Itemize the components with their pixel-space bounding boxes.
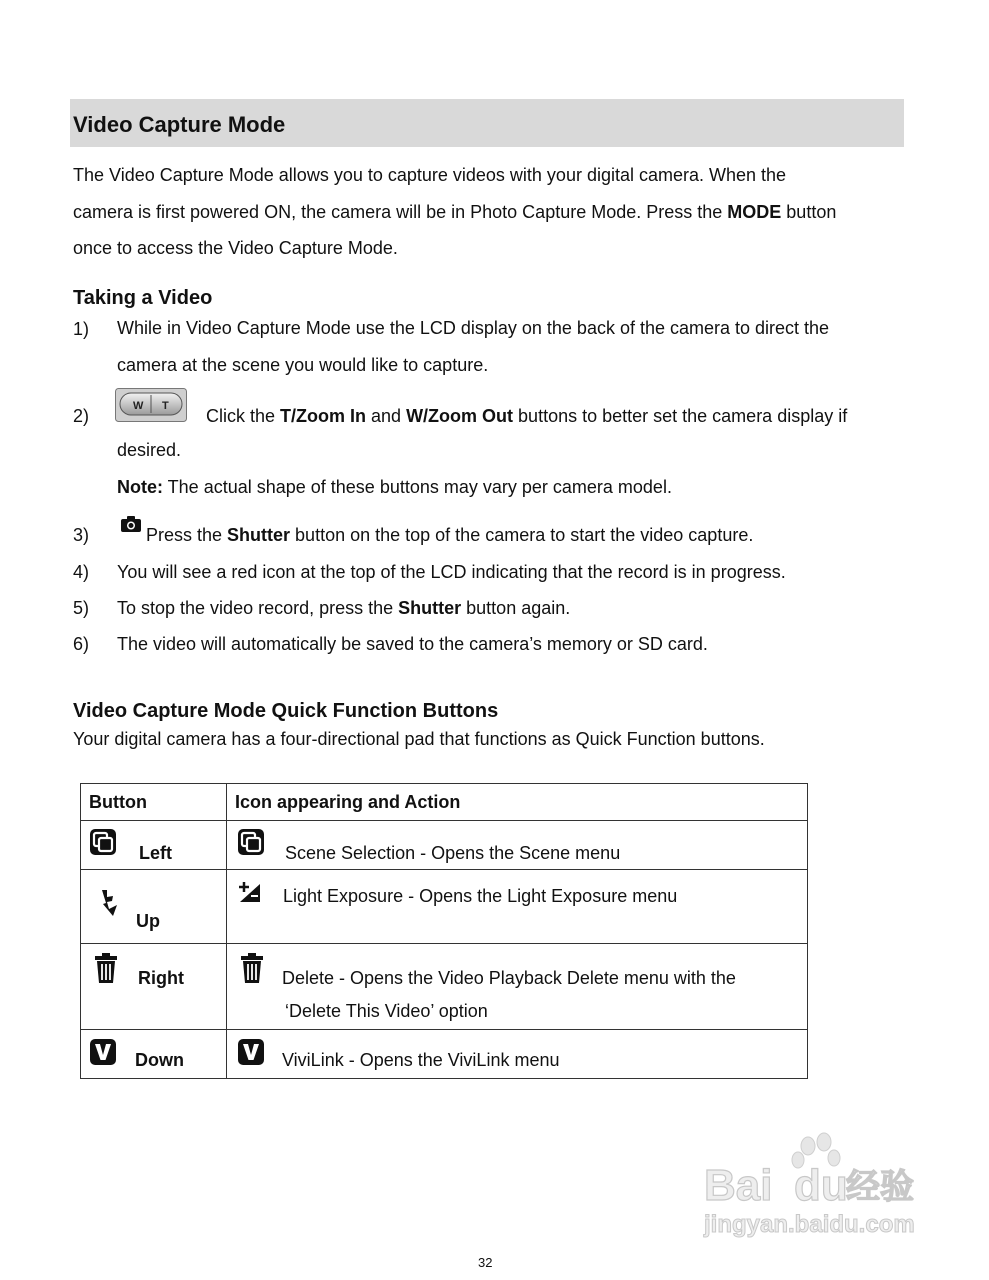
step-2-text: Click the T/Zoom In and W/Zoom Out buttons to better set the camera display if — [206, 406, 848, 426]
svg-text:du: du — [794, 1161, 848, 1210]
intro-paragraph — [73, 157, 913, 267]
step-6-number: 6) — [73, 634, 90, 654]
trash-icon — [239, 952, 265, 984]
mode-keyword: MODE — [727, 201, 782, 222]
step-2-number: 2) — [73, 406, 90, 426]
svg-text:jingyan.baidu.com: jingyan.baidu.com — [704, 1211, 915, 1238]
table-header-row — [81, 784, 808, 821]
quick-function-table — [80, 783, 808, 1079]
table-row — [81, 821, 808, 870]
flash-icon — [99, 888, 123, 918]
svg-text:Bai: Bai — [704, 1161, 773, 1210]
step-2-note: Note: The actual shape of these buttons may vary per camera model. — [117, 477, 672, 497]
table-row — [81, 870, 808, 944]
vivilink-icon — [89, 1038, 117, 1066]
page-number: 32 — [478, 1255, 493, 1270]
step-5-number: 5) — [73, 598, 90, 618]
svg-text:经验: 经验 — [846, 1167, 914, 1207]
quick-function-description: Your digital camera has a four-directional pad that functions as Quick Function buttons. — [73, 729, 765, 749]
step-4-number: 4) — [73, 562, 90, 582]
step-3-text: Press the Shutter button on the top of the camera to start the video capture. — [146, 525, 754, 545]
scene-icon — [237, 828, 265, 856]
step-3-number: 3) — [73, 525, 90, 545]
header-action: Icon appearing and Action — [227, 784, 808, 821]
zoom-wt-button-icon — [115, 388, 187, 422]
action-light-exposure: Light Exposure - Opens the Light Exposure menu — [283, 886, 678, 906]
intro-line-1: The Video Capture Mode allows you to capture videos with your digital camera. When the — [73, 165, 787, 185]
exposure-icon — [237, 880, 263, 904]
scene-icon — [89, 828, 117, 856]
vivilink-icon — [237, 1038, 265, 1066]
action-delete-line-2: ‘Delete This Video’ option — [285, 1001, 488, 1021]
intro-line-3: once to access the Video Capture Mode. — [73, 238, 398, 258]
trash-icon — [93, 952, 119, 984]
baidu-watermark-logo — [700, 1128, 940, 1243]
section-header-bar — [70, 99, 904, 147]
step-5-text: To stop the video record, press the Shutter button again. — [117, 598, 571, 618]
table-row — [81, 944, 808, 1030]
header-button: Button — [81, 784, 227, 821]
table-row — [81, 1030, 808, 1079]
section-title: Video Capture Mode — [73, 112, 286, 137]
button-label-left: Left — [139, 843, 172, 863]
button-label-down: Down — [135, 1050, 184, 1070]
action-delete: Delete - Opens the Video Playback Delete menu with the — [282, 968, 736, 988]
step-1-text: While in Video Capture Mode use the LCD display on the back of the camera to direct the camera at the scene you would like to capture. — [117, 318, 830, 375]
quick-function-heading: Video Capture Mode Quick Function Buttons — [73, 700, 499, 722]
svg-text:T: T — [162, 400, 169, 412]
button-label-up: Up — [136, 911, 160, 931]
camera-icon — [120, 515, 142, 533]
step-6-text: The video will automatically be saved to the camera’s memory or SD card. — [117, 634, 708, 654]
action-vivilink: ViviLink - Opens the ViviLink menu — [282, 1050, 560, 1070]
step-2-line-2: desired. — [117, 440, 182, 460]
action-scene-selection: Scene Selection - Opens the Scene menu — [285, 843, 621, 863]
taking-video-heading: Taking a Video — [73, 287, 213, 309]
intro-line-2: camera is first powered ON, the camera will be in Photo Capture Mode. Press the MODE button — [73, 201, 837, 222]
svg-text:W: W — [133, 400, 144, 412]
step-4-text: You will see a red icon at the top of the LCD indicating that the record is in progress. — [117, 562, 786, 582]
step-1-number: 1) — [73, 319, 90, 339]
button-label-right: Right — [138, 968, 184, 988]
